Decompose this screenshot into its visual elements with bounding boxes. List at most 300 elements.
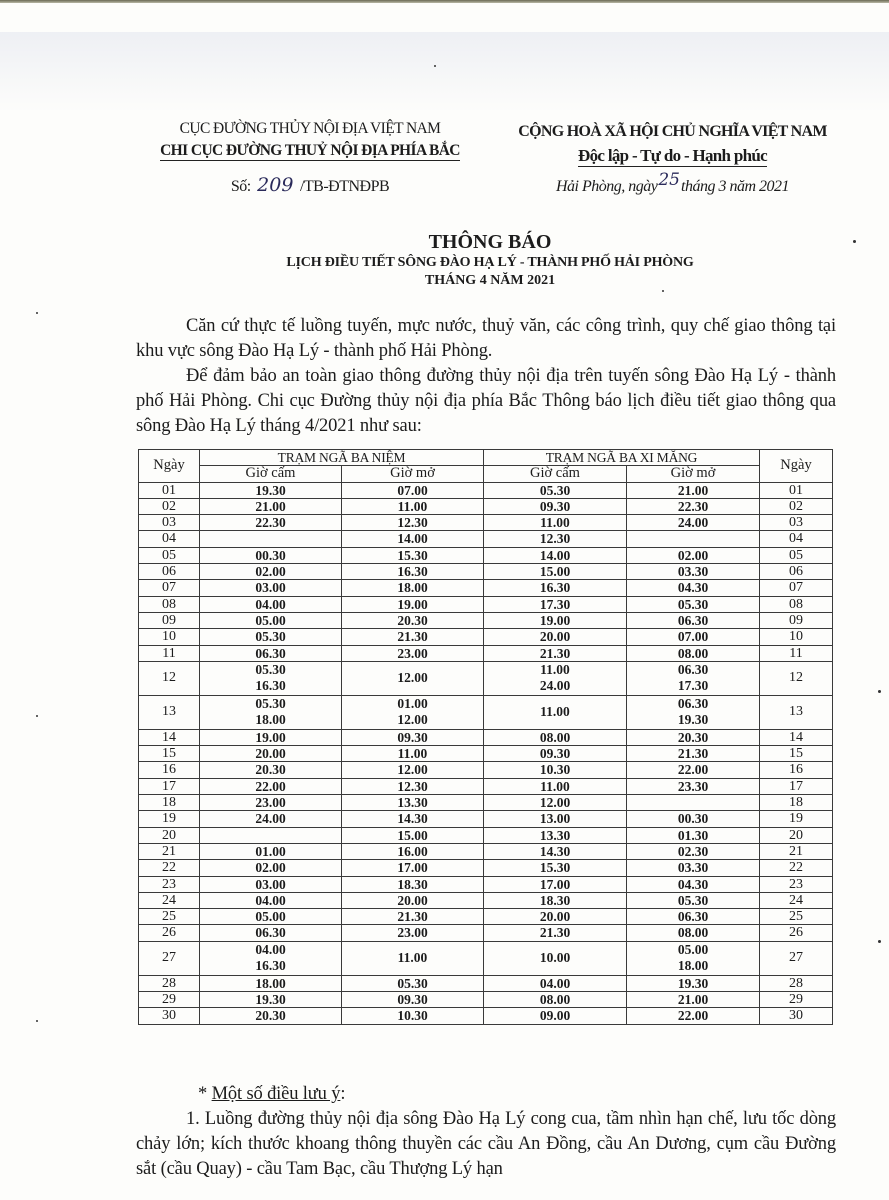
- table-row: [139, 811, 833, 827]
- cell-day-right: 29: [760, 992, 833, 1008]
- cell-day: 25: [139, 909, 200, 925]
- issue-date: [495, 170, 850, 199]
- table-row: [139, 892, 833, 908]
- cell-s2-closed: [484, 1008, 627, 1024]
- column-header-s2-closed: Giờ cấm: [484, 466, 627, 482]
- cell-s2-closed: [484, 778, 627, 794]
- cell-s2-closed: [484, 992, 627, 1008]
- time-value: 15.00: [397, 827, 428, 843]
- time-value: 04.00: [539, 975, 571, 991]
- cell-s2-open: [627, 843, 760, 859]
- scan-speck: [36, 715, 38, 717]
- cell-day: 21: [139, 843, 200, 859]
- cell-s1-open: [342, 531, 484, 547]
- cell-day-right: 05: [760, 547, 833, 563]
- cell-day: 04: [139, 531, 200, 547]
- notice-title-block: [130, 230, 850, 290]
- cell-day-right: 28: [760, 975, 833, 991]
- cell-day: 02: [139, 498, 200, 514]
- cell-day-right: 04: [760, 531, 833, 547]
- cell-s2-closed: [484, 629, 627, 645]
- cell-s1-closed: [200, 925, 342, 941]
- cell-day-right: 24: [760, 892, 833, 908]
- time-value: 16.00: [397, 843, 428, 859]
- time-value: 03.30: [677, 564, 709, 580]
- cell-s1-open: [342, 482, 484, 498]
- time-value: 19.00: [397, 596, 428, 612]
- scan-edge: [0, 0, 889, 3]
- time-value: 19.30: [677, 712, 709, 728]
- time-value: 21.30: [677, 746, 709, 762]
- time-value: 05.30: [677, 892, 709, 908]
- cell-day-right: 30: [760, 1008, 833, 1024]
- time-value: 02.00: [255, 860, 286, 876]
- time-value: 17.30: [677, 678, 709, 694]
- cell-day: 20: [139, 827, 200, 843]
- time-value: 04.00: [255, 892, 286, 908]
- cell-s1-open: [342, 695, 484, 729]
- date-prefix: Hải Phòng, ngày: [555, 178, 658, 195]
- time-value: 13.30: [539, 827, 571, 843]
- doc-number-handwritten: 209: [257, 174, 294, 196]
- cell-day-right: 26: [760, 925, 833, 941]
- cell-day-right: 09: [760, 612, 833, 628]
- cell-day: 26: [139, 925, 200, 941]
- time-value: 05.30: [255, 661, 286, 677]
- cell-s2-open: [627, 596, 760, 612]
- cell-day-right: 25: [760, 909, 833, 925]
- time-value: 15.00: [539, 564, 571, 580]
- table-row: [139, 531, 833, 547]
- cell-s2-open: [627, 941, 760, 975]
- cell-s2-closed: [484, 729, 627, 745]
- time-value: 12.30: [539, 531, 571, 547]
- time-value: 08.00: [539, 729, 571, 745]
- time-value: 08.00: [539, 992, 571, 1008]
- cell-day: 03: [139, 515, 200, 531]
- cell-s1-closed: [200, 992, 342, 1008]
- cell-day-right: 02: [760, 498, 833, 514]
- cell-s1-open: [342, 941, 484, 975]
- doc-code: /TB-ĐTNĐPB: [299, 178, 390, 195]
- time-value: 21.00: [677, 482, 709, 498]
- cell-day-right: 15: [760, 746, 833, 762]
- date-day-handwritten: 25: [658, 170, 680, 190]
- table-row: [139, 695, 833, 729]
- cell-s2-closed: [484, 860, 627, 876]
- table-row: [139, 1008, 833, 1024]
- table-row: [139, 762, 833, 778]
- cell-day: 19: [139, 811, 200, 827]
- table-subheader-row: [139, 466, 833, 482]
- time-value: 03.30: [677, 860, 709, 876]
- cell-day: 18: [139, 795, 200, 811]
- time-value: 05.00: [255, 909, 286, 925]
- table-row: [139, 925, 833, 941]
- cell-s1-closed: [200, 778, 342, 794]
- notice-period: THÁNG 4 NĂM 2021: [424, 273, 556, 288]
- time-value: 11.00: [540, 704, 570, 720]
- table-row: [139, 547, 833, 563]
- time-value: 12.00: [397, 712, 428, 728]
- cell-s1-open: [342, 612, 484, 628]
- cell-day-right: 20: [760, 827, 833, 843]
- time-value: 18.00: [397, 580, 428, 596]
- note-item: 1. Luồng đường thủy nội địa sông Đào Hạ Lý cong cua, tầm nhìn hạn chế, lưu tốc dòng chảy lớn; kích thước khoang thông thuyền các cầu An Đồng, cầu An Dương, cụm cầu Đường sắt (cầu Quay) - cầu Tam Bạc, cầu Thượng Lý hạn: [136, 1109, 836, 1179]
- cell-s1-open: [342, 645, 484, 661]
- table-row: [139, 975, 833, 991]
- cell-s2-open: [627, 515, 760, 531]
- table-row: [139, 612, 833, 628]
- time-value: 20.30: [397, 612, 428, 628]
- cell-s1-open: [342, 925, 484, 941]
- cell-day: 06: [139, 564, 200, 580]
- table-row: [139, 992, 833, 1008]
- cell-s2-closed: [484, 843, 627, 859]
- cell-s1-closed: [200, 876, 342, 892]
- time-value: 22.30: [255, 515, 286, 531]
- time-value: 18.30: [539, 892, 571, 908]
- cell-s2-closed: [484, 909, 627, 925]
- cell-s2-closed: [484, 531, 627, 547]
- time-value: 14.00: [397, 531, 428, 547]
- cell-day-right: 14: [760, 729, 833, 745]
- cell-s1-open: [342, 1008, 484, 1024]
- date-suffix: tháng 3 năm 2021: [681, 178, 789, 195]
- column-header-day-right: Ngày: [760, 450, 833, 483]
- cell-s1-closed: [200, 1008, 342, 1024]
- table-row: [139, 778, 833, 794]
- time-value: 08.00: [677, 925, 709, 941]
- time-value: 21.00: [255, 498, 286, 514]
- cell-s1-open: [342, 811, 484, 827]
- time-value: 22.00: [677, 762, 709, 778]
- cell-s2-closed: [484, 811, 627, 827]
- time-value: 04.00: [255, 941, 286, 957]
- notes-heading: * Một số điều lưu ý:: [198, 1084, 346, 1104]
- cell-s1-open: [342, 975, 484, 991]
- cell-s2-open: [627, 629, 760, 645]
- time-value: 20.30: [255, 1008, 286, 1024]
- cell-s1-open: [342, 547, 484, 563]
- cell-s1-closed: [200, 629, 342, 645]
- time-value: 21.30: [397, 629, 428, 645]
- time-value: 14.00: [539, 547, 571, 563]
- cell-s1-closed: [200, 564, 342, 580]
- cell-day-right: 19: [760, 811, 833, 827]
- time-value: 18.30: [397, 876, 428, 892]
- table-row: [139, 482, 833, 498]
- notice-title: THÔNG BÁO: [428, 231, 552, 253]
- time-value: 05.30: [397, 975, 428, 991]
- time-value: 05.30: [255, 695, 286, 711]
- doc-number-label: Số:: [230, 178, 251, 195]
- time-value: 23.00: [397, 645, 428, 661]
- cell-day-right: 16: [760, 762, 833, 778]
- cell-s2-open: [627, 778, 760, 794]
- cell-s1-open: [342, 876, 484, 892]
- time-value: 05.00: [677, 941, 709, 957]
- cell-s1-open: [342, 596, 484, 612]
- time-value: 17.00: [539, 876, 571, 892]
- cell-s2-closed: [484, 941, 627, 975]
- cell-day: 28: [139, 975, 200, 991]
- time-value: 02.30: [677, 843, 709, 859]
- time-value: 21.30: [539, 645, 571, 661]
- cell-day: 07: [139, 580, 200, 596]
- cell-s2-open: [627, 1008, 760, 1024]
- time-value: 13.00: [539, 811, 571, 827]
- time-value: 02.00: [255, 564, 286, 580]
- time-value: 23.30: [677, 778, 709, 794]
- time-value: 20.30: [677, 729, 709, 745]
- time-value: 21.30: [397, 909, 428, 925]
- cell-s1-open: [342, 498, 484, 514]
- time-value: 03.00: [255, 876, 286, 892]
- time-value: 11.00: [397, 949, 428, 965]
- cell-s1-open: [342, 892, 484, 908]
- time-value: 15.30: [539, 860, 571, 876]
- cell-s1-closed: [200, 941, 342, 975]
- time-value: 20.30: [255, 762, 286, 778]
- cell-s2-closed: [484, 876, 627, 892]
- cell-s2-closed: [484, 795, 627, 811]
- time-value: 05.30: [255, 629, 286, 645]
- cell-day-right: 03: [760, 515, 833, 531]
- cell-s2-open: [627, 892, 760, 908]
- cell-s1-open: [342, 564, 484, 580]
- cell-day: 13: [139, 695, 200, 729]
- time-value: 01.30: [677, 827, 709, 843]
- time-value: 16.30: [255, 958, 286, 974]
- cell-day-right: 06: [760, 564, 833, 580]
- table-row: [139, 827, 833, 843]
- cell-s1-closed: [200, 498, 342, 514]
- time-value: 07.00: [677, 629, 709, 645]
- time-value: 06.30: [677, 909, 709, 925]
- time-value: 06.30: [255, 645, 286, 661]
- cell-s1-closed: [200, 580, 342, 596]
- time-value: 01.00: [397, 695, 428, 711]
- time-value: 12.00: [539, 795, 571, 811]
- table-row: [139, 498, 833, 514]
- cell-s2-open: [627, 992, 760, 1008]
- cell-s2-open: [627, 811, 760, 827]
- notes-heading-text: Một số điều lưu ý: [211, 1084, 341, 1104]
- time-value: 19.00: [255, 729, 286, 745]
- time-value: 12.00: [397, 762, 428, 778]
- time-value: 02.00: [677, 547, 709, 563]
- scan-speck: [662, 290, 664, 292]
- cell-s1-open: [342, 909, 484, 925]
- time-value: 10.30: [539, 762, 571, 778]
- time-value: 15.30: [397, 547, 428, 563]
- agency-name: CỤC ĐƯỜNG THỦY NỘI ĐỊA VIỆT NAM: [179, 120, 441, 137]
- cell-s2-closed: [484, 827, 627, 843]
- time-value: 21.30: [539, 925, 571, 941]
- cell-day-right: 27: [760, 941, 833, 975]
- time-value: 06.30: [677, 695, 709, 711]
- cell-day-right: 22: [760, 860, 833, 876]
- cell-s2-open: [627, 909, 760, 925]
- cell-s1-closed: [200, 531, 342, 547]
- cell-s2-closed: [484, 564, 627, 580]
- time-value: 13.30: [397, 795, 428, 811]
- table-row: [139, 843, 833, 859]
- cell-s1-closed: [200, 695, 342, 729]
- time-value: 11.00: [540, 778, 570, 794]
- cell-s2-closed: [484, 975, 627, 991]
- cell-s2-closed: [484, 596, 627, 612]
- time-value: 19.00: [539, 612, 571, 628]
- cell-day: 30: [139, 1008, 200, 1024]
- schedule-table-body: [139, 482, 833, 1024]
- table-row: [139, 729, 833, 745]
- time-value: 05.30: [677, 596, 709, 612]
- cell-day: 14: [139, 729, 200, 745]
- cell-s1-open: [342, 992, 484, 1008]
- cell-s1-closed: [200, 645, 342, 661]
- cell-s1-open: [342, 860, 484, 876]
- cell-s1-closed: [200, 843, 342, 859]
- time-value: 06.30: [255, 925, 286, 941]
- scan-speck: [878, 690, 881, 693]
- time-value: 09.30: [397, 729, 428, 745]
- time-value: 11.00: [397, 746, 428, 762]
- time-value: 12.00: [397, 670, 428, 686]
- cell-s2-closed: [484, 482, 627, 498]
- scan-speck: [853, 240, 856, 243]
- national-header-block: [495, 120, 850, 199]
- time-value: 14.30: [397, 811, 428, 827]
- scan-shading: [0, 32, 889, 112]
- cell-day: 29: [139, 992, 200, 1008]
- cell-s2-open: [627, 925, 760, 941]
- table-row: [139, 941, 833, 975]
- table-row: [139, 629, 833, 645]
- issuing-agency-block: [140, 118, 480, 198]
- time-value: 17.30: [539, 596, 571, 612]
- column-header-s1-open: Giờ mở: [342, 466, 484, 482]
- time-value: 18.00: [255, 712, 286, 728]
- cell-day-right: 17: [760, 778, 833, 794]
- time-value: 12.30: [397, 778, 428, 794]
- time-value: 22.00: [677, 1008, 709, 1024]
- time-value: 24.00: [255, 811, 286, 827]
- cell-s1-open: [342, 515, 484, 531]
- cell-day: 01: [139, 482, 200, 498]
- document-number: [140, 174, 480, 198]
- cell-s1-closed: [200, 892, 342, 908]
- cell-s1-open: [342, 746, 484, 762]
- cell-s1-open: [342, 580, 484, 596]
- time-value: 05.00: [255, 612, 286, 628]
- cell-s1-closed: [200, 729, 342, 745]
- cell-s2-open: [627, 564, 760, 580]
- table-row: [139, 795, 833, 811]
- cell-s1-closed: [200, 975, 342, 991]
- cell-s1-closed: [200, 596, 342, 612]
- cell-s2-open: [627, 580, 760, 596]
- cell-day-right: 11: [760, 645, 833, 661]
- time-value: 23.00: [255, 795, 286, 811]
- time-value: 16.30: [397, 564, 428, 580]
- time-value: 14.30: [539, 843, 571, 859]
- cell-day-right: 21: [760, 843, 833, 859]
- time-value: 09.30: [397, 992, 428, 1008]
- sub-agency-name: CHI CỤC ĐƯỜNG THUỶ NỘI ĐỊA PHÍA BẮC: [160, 142, 460, 159]
- cell-s2-closed: [484, 580, 627, 596]
- time-value: 22.30: [677, 498, 709, 514]
- cell-day: 22: [139, 860, 200, 876]
- time-value: 16.30: [255, 678, 286, 694]
- notice-body: [136, 314, 836, 439]
- cell-s2-open: [627, 795, 760, 811]
- time-value: 17.00: [397, 860, 428, 876]
- cell-day: 10: [139, 629, 200, 645]
- cell-s2-open: [627, 876, 760, 892]
- cell-s2-closed: [484, 498, 627, 514]
- body-paragraph: Để đảm bảo an toàn giao thông đường thủy nội địa trên tuyến sông Đào Hạ Lý - thành phố Hải Phòng. Chi cục Đường thủy nội địa phía Bắc Thông báo lịch điều tiết giao thông qua sông Đào Hạ Lý tháng 4/2021 như sau:: [136, 366, 836, 436]
- cell-s2-closed: [484, 746, 627, 762]
- cell-s1-open: [342, 661, 484, 695]
- cell-day-right: 01: [760, 482, 833, 498]
- cell-s2-open: [627, 612, 760, 628]
- cell-s1-closed: [200, 515, 342, 531]
- cell-s2-open: [627, 645, 760, 661]
- cell-day: 15: [139, 746, 200, 762]
- notice-subtitle: LỊCH ĐIỀU TIẾT SÔNG ĐÀO HẠ LÝ - THÀNH PHỐ HẢI PHÒNG: [286, 255, 694, 270]
- cell-s1-open: [342, 778, 484, 794]
- nation-name: CỘNG HOÀ XÃ HỘI CHỦ NGHĨA VIỆT NAM: [518, 123, 827, 140]
- table-row: [139, 580, 833, 596]
- time-value: 24.00: [539, 678, 571, 694]
- table-row: [139, 860, 833, 876]
- cell-day: 24: [139, 892, 200, 908]
- table-row: [139, 515, 833, 531]
- table-row: [139, 876, 833, 892]
- cell-s1-closed: [200, 827, 342, 843]
- scan-speck: [434, 65, 436, 67]
- time-value: 10.00: [539, 949, 571, 965]
- cell-s2-closed: [484, 762, 627, 778]
- cell-day-right: 07: [760, 580, 833, 596]
- cell-day-right: 18: [760, 795, 833, 811]
- time-value: 09.30: [539, 498, 571, 514]
- time-value: 22.00: [255, 778, 286, 794]
- time-value: 07.00: [397, 482, 428, 498]
- cell-s1-closed: [200, 795, 342, 811]
- cell-day-right: 08: [760, 596, 833, 612]
- scan-speck: [36, 312, 38, 314]
- time-value: 09.30: [539, 746, 571, 762]
- column-header-day: Ngày: [139, 450, 200, 483]
- cell-day: 11: [139, 645, 200, 661]
- cell-s2-closed: [484, 892, 627, 908]
- cell-s2-closed: [484, 661, 627, 695]
- cell-s2-closed: [484, 515, 627, 531]
- time-value: 20.00: [397, 892, 428, 908]
- cell-s2-open: [627, 975, 760, 991]
- time-value: 06.30: [677, 612, 709, 628]
- cell-day: 12: [139, 661, 200, 695]
- cell-s1-open: [342, 843, 484, 859]
- cell-s2-open: [627, 498, 760, 514]
- time-value: 04.00: [255, 596, 286, 612]
- cell-day: 08: [139, 596, 200, 612]
- time-value: 03.00: [255, 580, 286, 596]
- table-header-row: [139, 450, 833, 466]
